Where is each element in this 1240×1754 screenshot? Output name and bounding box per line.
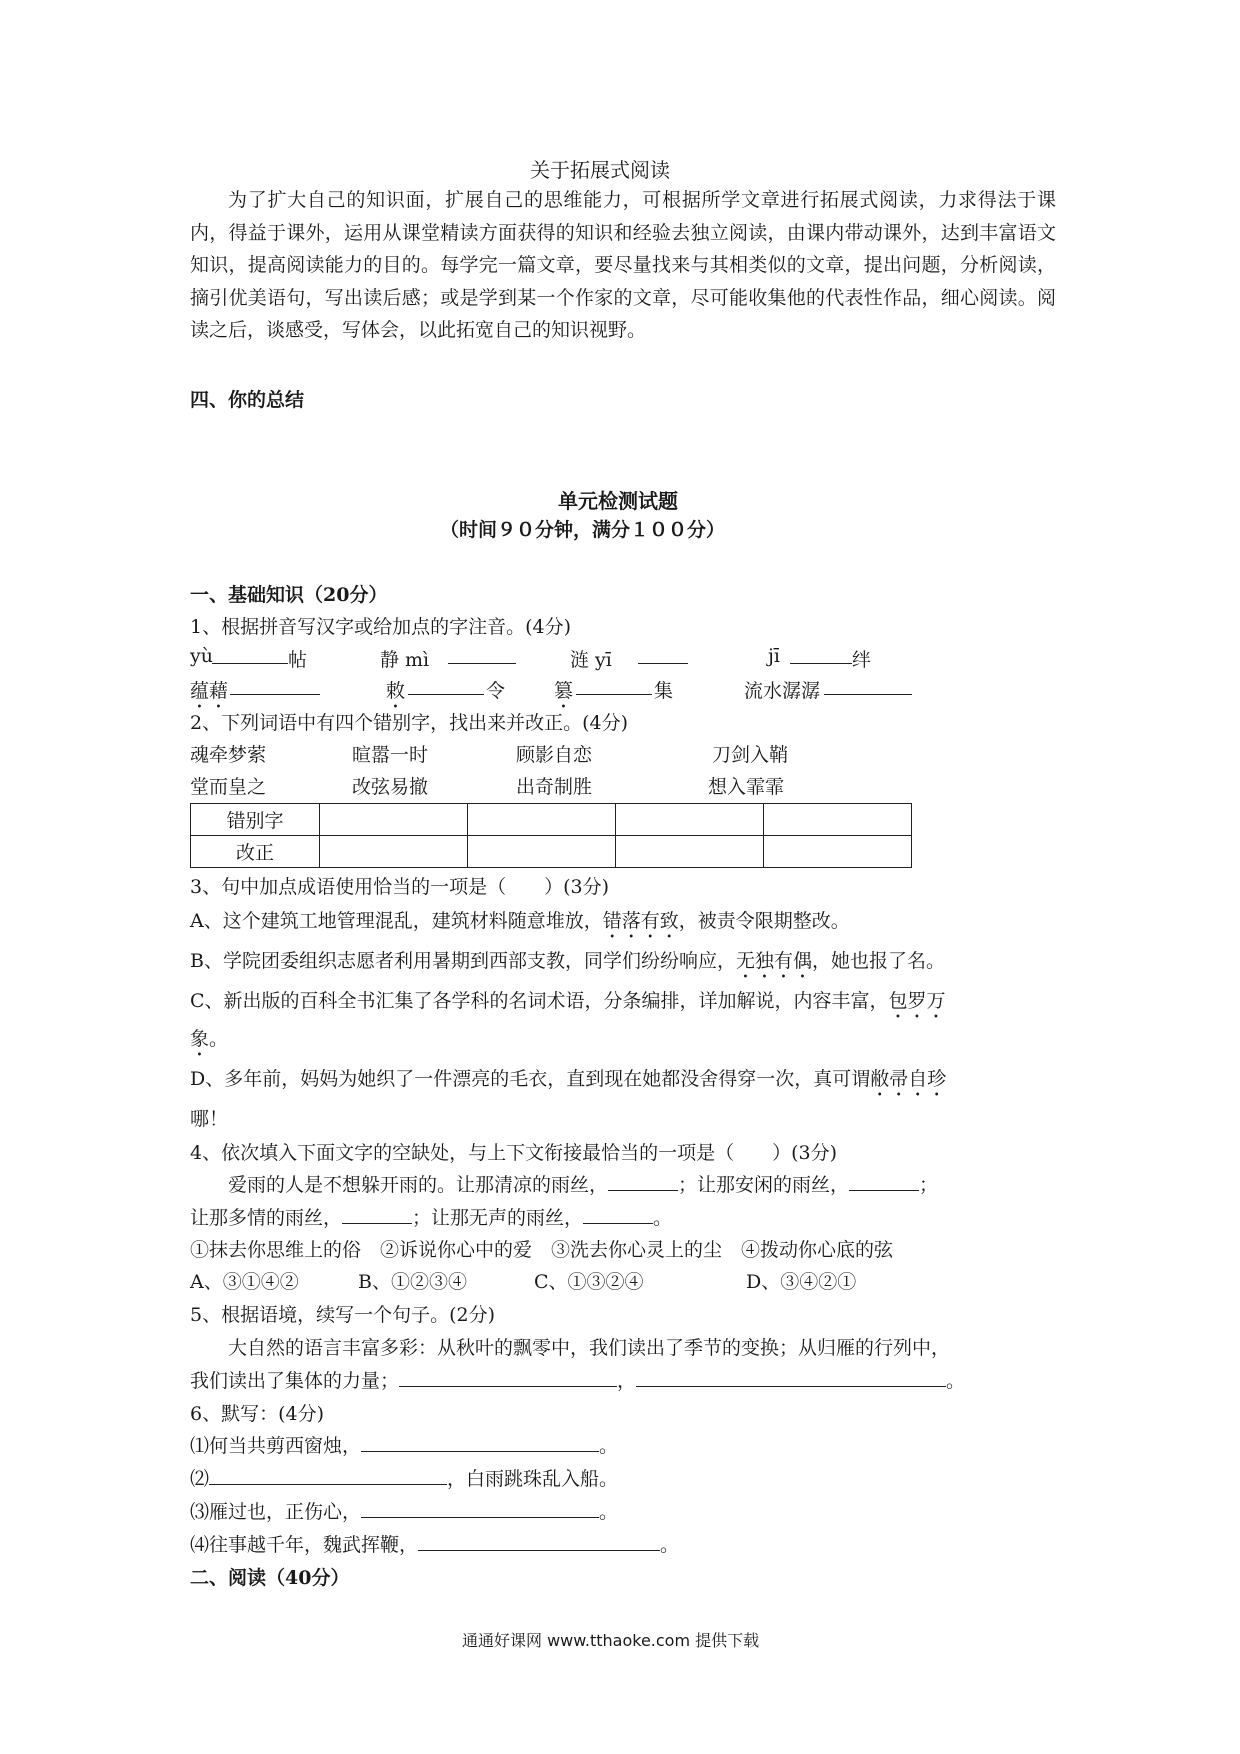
answer-blank[interactable] — [849, 1172, 919, 1191]
q4-prompt: 4、依次填入下面文字的空缺处，与上下文衔接最恰当的一项是（ ）(3分) — [190, 1142, 838, 1164]
q3-option-b — [190, 946, 945, 983]
q3-option-d — [190, 1064, 946, 1101]
option-text: C、新出版的百科全书汇集了各学科的名词术语，分条编排，详加解说，内容丰富， — [190, 990, 889, 1012]
q1-row2 — [190, 676, 1090, 706]
passage-text: ； — [919, 1174, 939, 1196]
dotted-idiom: 错落有致 — [602, 910, 679, 932]
q5-line2 — [190, 1366, 965, 1393]
option-text: 。 — [209, 1028, 229, 1050]
q6-prompt: 6、默写：(4分) — [190, 1403, 325, 1425]
q5-prompt: 5、根据语境，续写一个句子。(2分) — [190, 1304, 496, 1326]
q6-line1 — [190, 1431, 618, 1458]
answer-cell[interactable] — [764, 804, 912, 836]
q5-line1: 大自然的语言丰富多彩：从秋叶的飘零中，我们读出了季节的变换；从归雁的行列中， — [228, 1337, 951, 1359]
answer-blank[interactable] — [638, 645, 688, 664]
answer-blank[interactable] — [576, 676, 652, 695]
dotted-word: 流水潺潺 — [744, 680, 821, 702]
answer-blank[interactable] — [824, 676, 912, 695]
q2-word: 出奇制胜 — [516, 776, 593, 798]
answer-blank[interactable] — [230, 676, 320, 695]
passage-text: 让那多情的雨丝， — [190, 1207, 343, 1229]
poem-text: ⑷往事越千年，魏武挥鞭， — [190, 1534, 419, 1556]
exam-subtitle: （时间９０分钟，满分１００分） — [440, 519, 726, 541]
dotted-word: 蕴藉 — [190, 680, 229, 702]
exam-title: 单元检测试题 — [558, 489, 678, 513]
q3-option-d-cont — [190, 1104, 228, 1131]
passage-text: ， — [617, 1370, 637, 1392]
q1-char: 集 — [654, 680, 674, 702]
q2-word: 想入霏霏 — [708, 776, 785, 798]
poem-text: 。 — [660, 1534, 680, 1556]
pinyin-yu: yù — [190, 645, 213, 667]
q4-options: ①抹去你思维上的俗 ②诉说你心中的爱 ③洗去你心灵上的尘 ④拨动你心底的弦 — [190, 1239, 894, 1261]
poem-text: ⑴何当共剪西窗烛， — [190, 1435, 362, 1457]
pinyin-ji: jī — [768, 645, 780, 667]
q1-char: 令 — [486, 680, 506, 702]
option-text: ，她也报了名。 — [811, 950, 945, 972]
q2-prompt: 2、下列词语中有四个错别字，找出来并改正。(4分) — [190, 712, 629, 734]
q1-char: 帖 — [288, 649, 308, 671]
pinyin-yi: 涟 yī — [570, 649, 612, 671]
option-text: ，被责令限期整改。 — [678, 910, 850, 932]
option-text: 哪！ — [190, 1108, 229, 1130]
answer-blank[interactable] — [342, 1205, 412, 1224]
q1-prompt: 1、根据拼音写汉字或给加点的字注音。(4分) — [190, 616, 572, 638]
answer-blank[interactable] — [418, 1532, 660, 1551]
page-footer: 通通好课网 www.tthaoke.com 提供下载 — [462, 1631, 760, 1650]
q2-word: 暄嚣一时 — [352, 744, 429, 766]
answer-blank[interactable] — [583, 1205, 653, 1224]
passage-text: ；让那安闲的雨丝， — [678, 1174, 850, 1196]
reading-paragraph: 为了扩大自己的知识面，扩展自己的思维能力，可根据所学文章进行拓展式阅读，力求得法于课内，得益于课外，运用从课堂精读方面获得的知识和经验去独立阅读，由课内带动课外，达到丰富语文知识，提高阅读能力的目的。每学完一篇文章，要尽量找来与其相类似的文章，提出问题，分析阅读，摘引优美语句，写出读后感；或是学到某一个作家的文章，尽可能收集他的代表性作品，细心阅读。阅读之后，谈感受，写体会，以此拓宽自己的知识视野。 — [190, 189, 1056, 341]
poem-text: 。 — [599, 1435, 619, 1457]
poem-text: ⑶雁过也，正伤心， — [190, 1501, 362, 1523]
reading-title: 关于拓展式阅读 — [530, 158, 670, 182]
poem-text: ⑵ — [190, 1468, 210, 1490]
table-row — [191, 804, 912, 836]
q2-word: 刀剑入鞘 — [712, 744, 789, 766]
part2-heading: 二、阅读（40分） — [190, 1567, 350, 1589]
dotted-idiom: 无独有偶 — [735, 950, 812, 972]
option-text: D、多年前，妈妈为她织了一件漂亮的毛衣，直到现在她都没舍得穿一次，真可谓 — [190, 1068, 871, 1090]
passage-text: ；让那无声的雨丝， — [412, 1207, 584, 1229]
answer-cell[interactable] — [468, 836, 616, 868]
dotted-idiom: 敝帚自珍 — [870, 1068, 947, 1090]
answer-blank[interactable] — [212, 645, 288, 664]
q4-choice-c[interactable]: C、①③②④ — [534, 1271, 644, 1293]
passage-text: 。 — [653, 1207, 673, 1229]
row-label: 错别字 — [191, 804, 320, 836]
q2-word: 改弦易撤 — [352, 776, 429, 798]
q1-char: 绊 — [852, 649, 872, 671]
q4-choice-d[interactable]: D、③④②① — [746, 1271, 857, 1293]
answer-blank[interactable] — [399, 1368, 617, 1387]
q3-option-c — [190, 986, 946, 1023]
pinyin-mi: 静 mì — [380, 649, 430, 671]
q4-line2 — [190, 1203, 672, 1230]
answer-blank[interactable] — [608, 1172, 678, 1191]
answer-blank[interactable] — [209, 1466, 447, 1485]
answer-blank[interactable] — [448, 645, 516, 664]
q3-option-a — [190, 906, 850, 943]
table-row — [191, 836, 912, 868]
q6-line3 — [190, 1497, 618, 1524]
passage-text: 我们读出了集体的力量； — [190, 1370, 400, 1392]
q4-line1 — [228, 1170, 938, 1197]
summary-heading: 四、你的总结 — [190, 389, 305, 411]
q1-row1 — [190, 645, 1090, 675]
answer-cell[interactable] — [468, 804, 616, 836]
dotted-char: 篡 — [554, 680, 574, 702]
q2-word: 堂而皇之 — [190, 776, 267, 798]
option-text: B、学院团委组织志愿者利用暑期到西部支教，同学们纷纷响应， — [190, 950, 736, 972]
q2-word: 魂牵梦萦 — [190, 744, 267, 766]
dotted-char: 敕 — [386, 680, 406, 702]
q2-word: 顾影自恋 — [516, 744, 593, 766]
answer-blank[interactable] — [636, 1368, 946, 1387]
answer-blank[interactable] — [408, 676, 484, 695]
answer-blank[interactable] — [361, 1499, 599, 1518]
answer-blank[interactable] — [361, 1433, 599, 1452]
q4-choice-b[interactable]: B、①②③④ — [358, 1271, 467, 1293]
q4-choice-a[interactable]: A、③①④② — [190, 1271, 299, 1293]
q3-prompt: 3、句中加点成语使用恰当的一项是（ ）(3分) — [190, 876, 610, 898]
answer-cell[interactable] — [616, 836, 764, 868]
q6-line4 — [190, 1530, 679, 1557]
passage-text: 爱雨的人是不想躲开雨的。让那清凉的雨丝， — [228, 1174, 609, 1196]
correction-table — [190, 803, 912, 868]
q6-line2 — [190, 1464, 618, 1491]
answer-cell[interactable] — [320, 836, 468, 868]
option-text: A、这个建筑工地管理混乱，建筑材料随意堆放， — [190, 910, 603, 932]
dotted-idiom: 包罗万 — [888, 990, 946, 1012]
q3-option-c-cont — [190, 1024, 228, 1061]
row-label: 改正 — [191, 836, 320, 868]
answer-cell[interactable] — [764, 836, 912, 868]
part1-heading: 一、基础知识（20分） — [190, 584, 388, 606]
poem-text: 。 — [599, 1501, 619, 1523]
answer-cell[interactable] — [616, 804, 764, 836]
passage-text: 。 — [946, 1370, 966, 1392]
dotted-idiom: 象 — [190, 1028, 210, 1050]
answer-cell[interactable] — [320, 804, 468, 836]
answer-blank[interactable] — [790, 645, 852, 664]
poem-text: ，白雨跳珠乱入船。 — [447, 1468, 619, 1490]
